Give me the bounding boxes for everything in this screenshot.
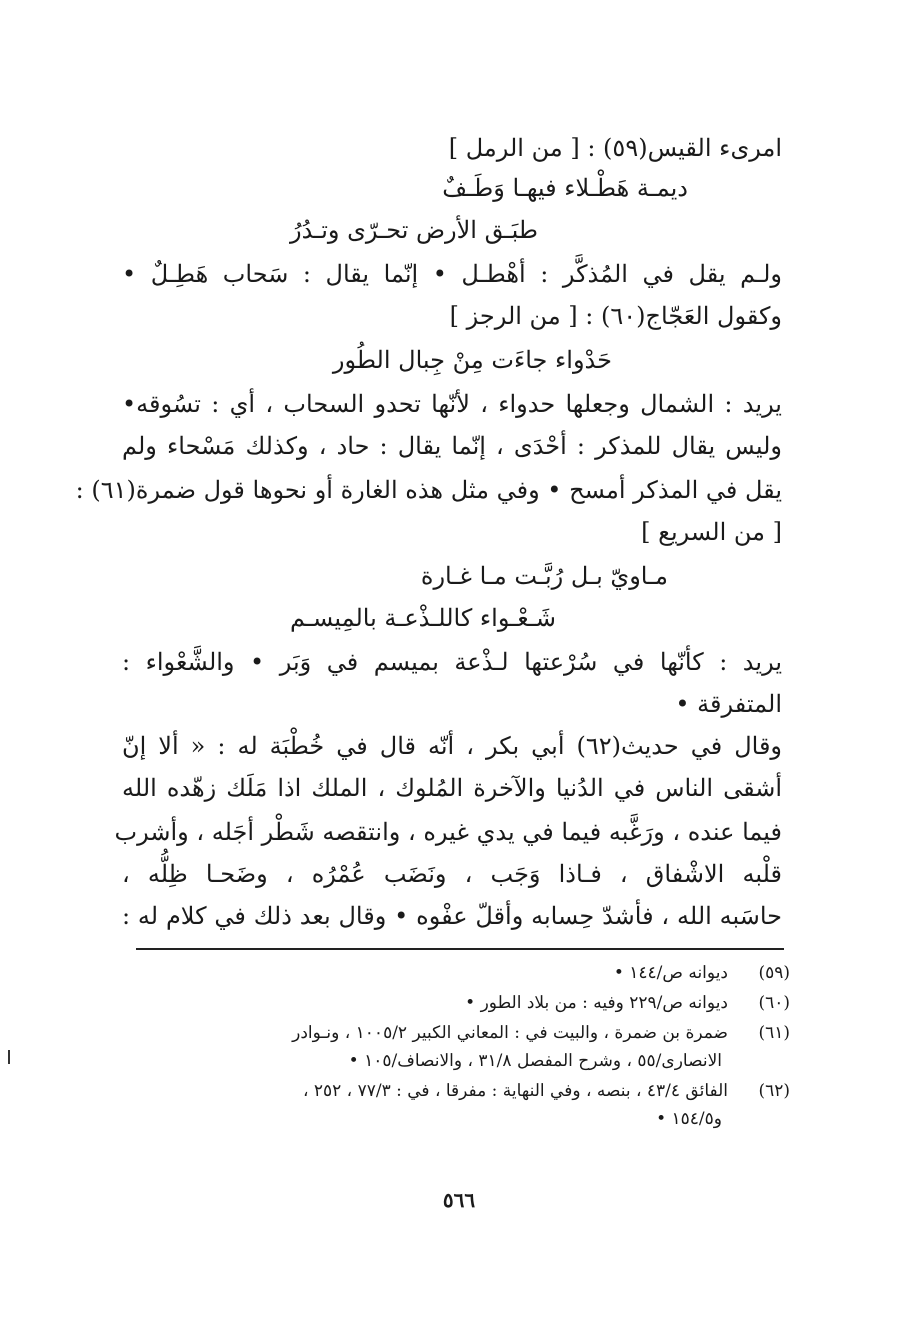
text-line: قلْبه الاشْفاق ، فـاذا وَجَب ، ونَضَب عُمْرُه ، وضَحـا ظِلُّه ، — [122, 860, 782, 888]
footnote — [120, 1078, 790, 1104]
verse-line: مـاويّ بـل رُبَّـت مـا غـارة — [420, 562, 668, 590]
footnote-text: الفائق ٤٣/٤ ، بنصه ، وفي النهاية : مفرقا ، في : ٧٧/٣ ، ٢٥٢ ، — [302, 1081, 728, 1101]
text-line: وقال في حديث(٦٢) أبي بكر ، أنّه قال في خُطْبَة له : « ألا إنّ — [122, 732, 783, 760]
footnote-number: (٦٢) — [758, 1081, 790, 1101]
text-line: حاسَبه الله ، فأشدّ حِسابه وأقلّ عفْوه • وقال بعد ذلك في كلام له : — [122, 902, 782, 930]
text-line: ولـم يقل في المُذكَّر : أهْطـل • إنّما يقال : سَحاب هَطِـلٌ • — [122, 260, 782, 288]
footnote-number: (٦١) — [758, 1023, 790, 1043]
footnote — [120, 990, 790, 1016]
verse-line: ديمـة هَطْـلاء فيهـا وَطَـفٌ — [442, 174, 688, 202]
footnote — [120, 960, 790, 986]
verse-line: حَدْواء جاءَت مِنْ جِبال الطُور — [332, 346, 612, 374]
footnote-number: (٥٩) — [758, 963, 790, 983]
text-line: وليس يقال للمذكر : أحْدَى ، إنّما يقال : حاد ، وكذلك مَسْحاء ولم — [122, 432, 782, 460]
text-line: المتفرقة • — [675, 690, 782, 718]
footnote — [120, 1020, 790, 1046]
footnote-text: ضمرة بن ضمرة ، والبيت في : المعاني الكبير ١٠٠٥/٢ ، ونـوادر — [292, 1023, 728, 1043]
text-line: يقل في المذكر أمسح • وفي مثل هذه الغارة أو نحوها قول ضمرة(٦١) : — [75, 476, 782, 504]
footnote-text: ديوانه ص/١٤٤ • — [613, 963, 728, 983]
footnote-text: ديوانه ص/٢٢٩ وفيه : من بلاد الطور • — [465, 993, 728, 1013]
text-line: يريد : كأنّها في سُرْعتها لـذْعة بميسم في وَبَر • والشَّعْواء : — [122, 648, 782, 676]
footnote-divider — [136, 948, 784, 950]
footnote-number: (٦٠) — [758, 993, 790, 1013]
footnote-continuation: الانصارى/٥٥ ، وشرح المفصل ٣١/٨ ، والانصاف/١٠٥ • — [348, 1051, 722, 1071]
page-number: ٥٦٦ — [442, 1188, 476, 1212]
scan-edge-mark — [8, 1050, 10, 1064]
text-line: امرىء القيس(٥٩) : [ من الرمل ] — [448, 134, 782, 162]
verse-line: شَـعْـواء كاللـذْعـة بالمِيسـم — [289, 604, 556, 632]
text-line: يريد : الشمال وجعلها حدواء ، لأنّها تحدو السحاب ، أي : تسُوقه• — [122, 390, 782, 418]
footnote-continuation: و١٥٤/٥ • — [656, 1109, 722, 1129]
text-line: [ من السريع ] — [641, 518, 782, 546]
text-line: فيما عنده ، ورَغَّبه فيما في يدي غيره ، وانتقصه شَطْر أجَله ، وأشرب — [114, 818, 782, 846]
text-line: أشقى الناس في الدُنيا والآخرة المُلوك ، الملك اذا مَلَك زهّده الله — [122, 774, 782, 802]
text-line: وكقول العَجّاج(٦٠) : [ من الرجز ] — [449, 302, 782, 330]
verse-line: طبَـق الأرض تحـرّى وتـدُرُ — [290, 216, 538, 244]
